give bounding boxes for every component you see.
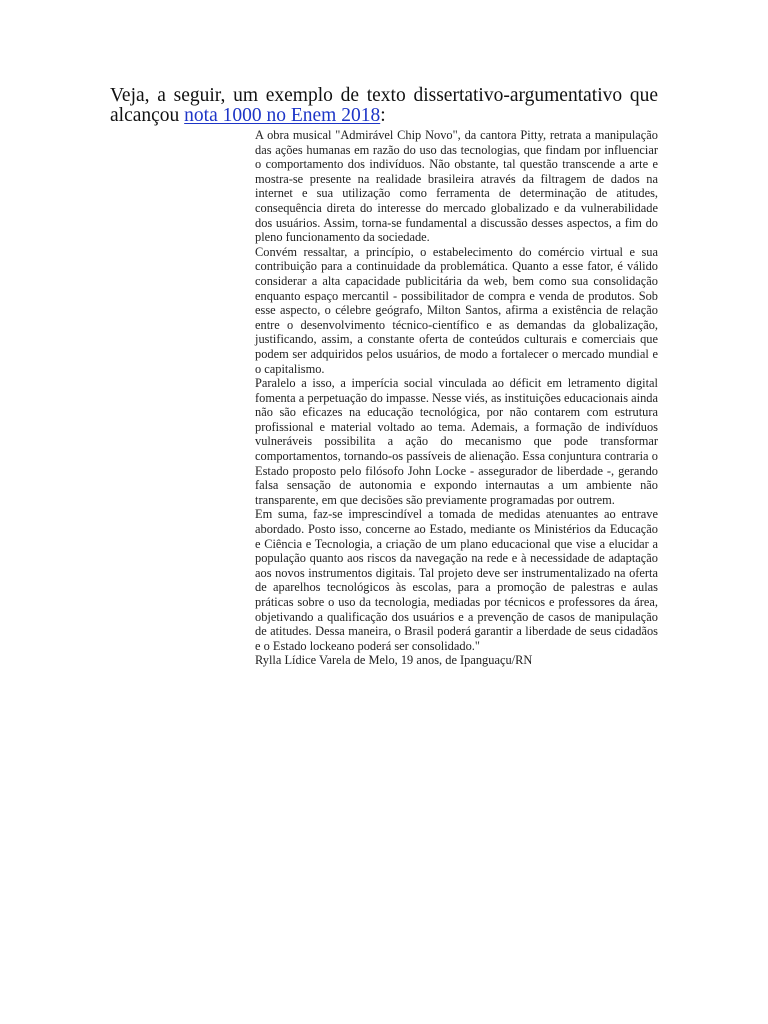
essay-paragraph-3: Paralelo a isso, a imperícia social vinculada ao déficit em letramento digital fomenta a perpetuação do impasse. Nesse viés, as instituições educacionais ainda não são eficazes na educação tecnológica, por não contarem com estrutura profissional e material voltado ao tema. Ademais, a formação de indivíduos vulneráveis possibilita a ação do mecanismo que pode transformar comportamentos, tornando-os passíveis de alienação. Essa conjuntura contraria o Estado proposto pelo filósofo John Locke - assegurador de liberdade -, gerando falsa sensação de autonomia e expondo internautas a um ambiente não transparente, em que decisões são previamente programadas por outrem.	[255, 376, 658, 507]
intro-heading-text: Veja, a seguir, um exemplo de texto dissertativo-argumentativo que alcançou	[110, 85, 658, 126]
intro-heading	[110, 86, 658, 126]
essay-author-signature: Rylla Lídice Varela de Melo, 19 anos, de Ipanguaçu/RN	[255, 653, 533, 668]
enem-2018-link[interactable]: nota 1000 no Enem 2018	[184, 105, 381, 126]
intro-heading-colon: :	[380, 105, 386, 126]
essay-paragraph-2: Convém ressaltar, a princípio, o estabelecimento do comércio virtual e sua contribuição para a continuidade da problemática. Quanto a esse fator, é válido considerar a alta capacidade publicitária da web, bem como sua consolidação enquanto espaço mercantil - possibilitador de compra e venda de produtos. Sob esse aspecto, o célebre geógrafo, Milton Santos, afirma a existência de relação entre o desenvolvimento técnico-científico e as demandas da globalização, justificando, assim, a constante oferta de conteúdos culturais e comerciais que podem ser adquiridos pelos usuários, de modo a fortalecer o mercado mundial e o capitalismo.	[255, 244, 658, 376]
essay-paragraph-4: Em suma, faz-se imprescindível a tomada de medidas atenuantes ao entrave abordado. Posto isso, concerne ao Estado, mediante os Ministérios da Educação e Ciência e Tecnologia, a criação de um plano educacional que vise a elucidar a população quanto aos riscos da navegação na rede e à necessidade de adaptação aos novos instrumentos digitais. Tal projeto deve ser instrumentalizado na oferta de aparelhos tecnológicos às escolas, para a promoção de palestras e aulas práticas sobre o uso da tecnologia, mediadas por técnicos e professores da área, objetivando a qualificação dos usuários e a prevenção de casos de manipulação de atitudes. Dessa maneira, o Brasil poderá garantir a liberdade de seus cidadãos e o Estado lockeano poderá ser consolidado."	[255, 507, 658, 653]
essay-body	[255, 128, 658, 668]
essay-paragraph-1: A obra musical "Admirável Chip Novo", da cantora Pitty, retrata a manipulação das ações humanas em razão do uso das tecnologias, que findam por influenciar o comportamento dos indivíduos. Não obstante, tal questão transcende a arte e mostra-se presente na realidade brasileira através da filtragem de dados na internet e sua utilização como ferramenta de determinação de atitudes, consequência direta do interesse do mercado globalizado e da vulnerabilidade dos usuários. Assim, torna-se fundamental a discussão desses aspectos, a fim do pleno funcionamento da sociedade.	[255, 128, 658, 245]
